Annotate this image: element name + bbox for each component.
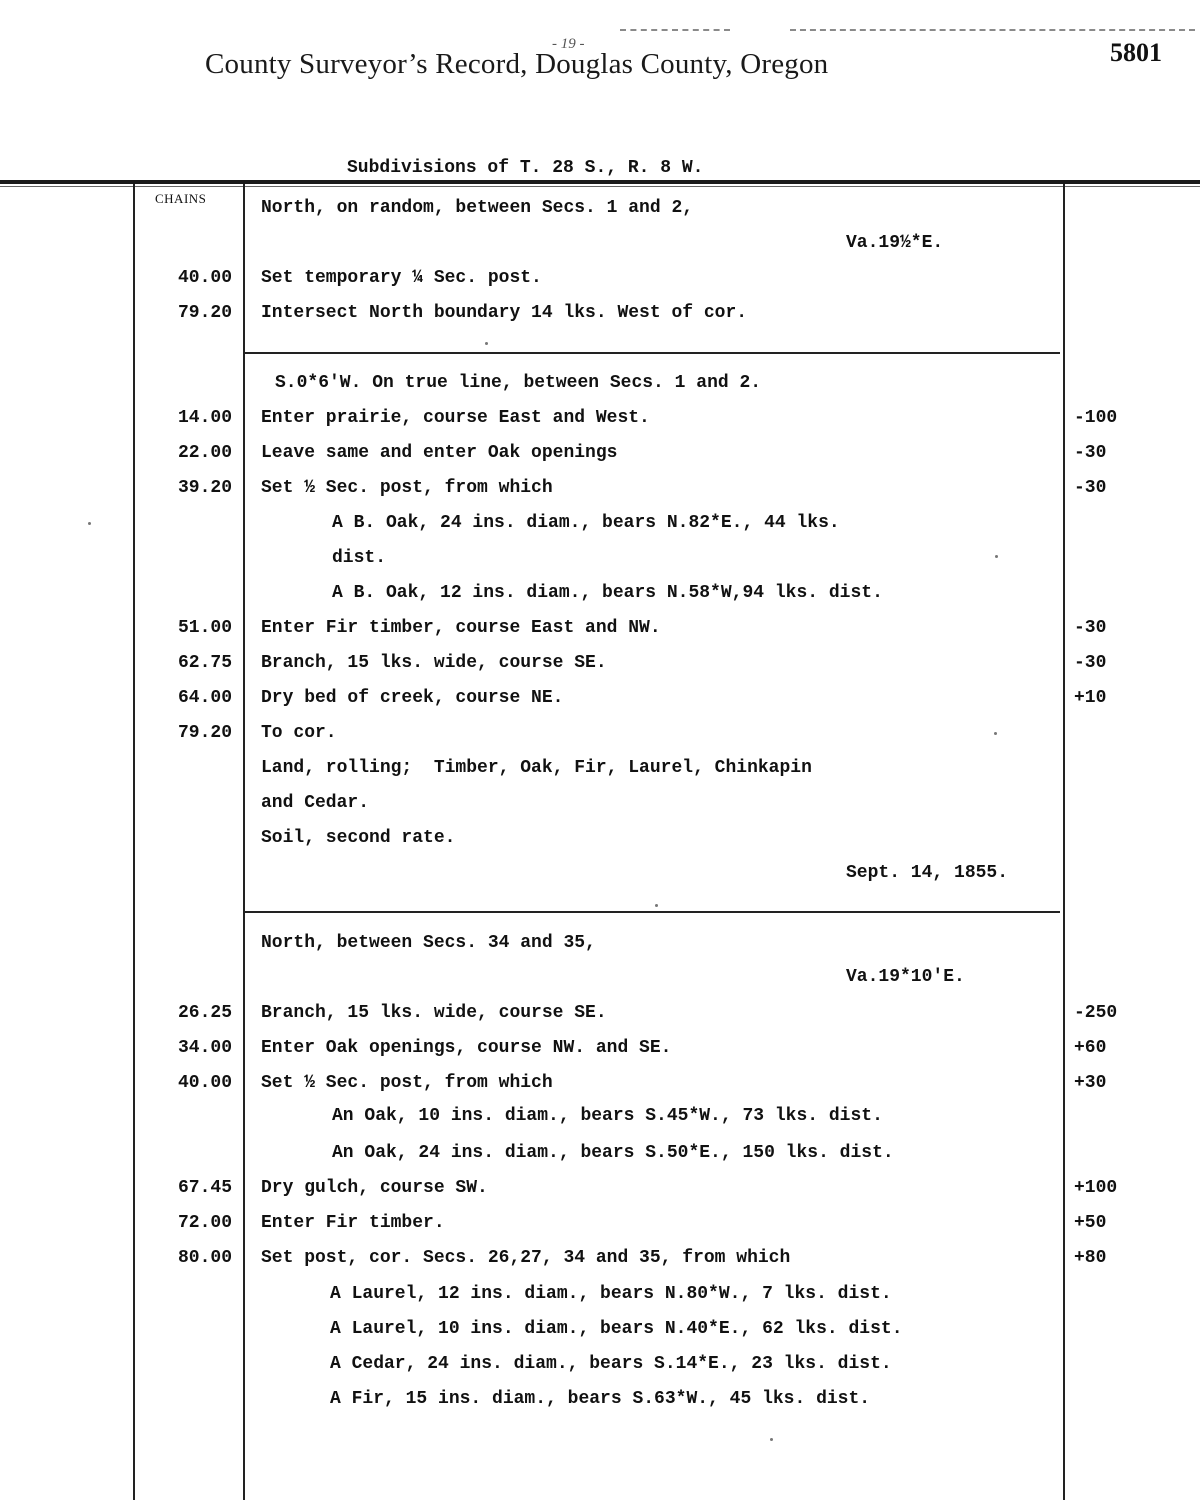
field-note: A Laurel, 12 ins. diam., bears N.80*W., 7 lks. dist. — [330, 1284, 892, 1304]
ledger-row — [0, 1313, 1200, 1348]
chains-value: 80.00 — [177, 1248, 232, 1268]
entry-separator — [244, 352, 1060, 354]
field-note: Enter Fir timber. — [261, 1213, 445, 1233]
township-subtitle: Subdivisions of T. 28 S., R. 8 W. — [347, 158, 704, 178]
chains-column-header: CHAINS — [155, 191, 207, 206]
ledger-row — [0, 297, 1200, 332]
ledger-row — [0, 542, 1200, 577]
elevation-value: +100 — [1074, 1178, 1118, 1198]
ledger-row — [0, 961, 1200, 996]
ledger-row — [0, 437, 1200, 472]
field-note: Set temporary ¼ Sec. post. — [261, 268, 542, 288]
ledger-row — [0, 577, 1200, 612]
ledger-row — [0, 1348, 1200, 1383]
chains-value: 62.75 — [177, 653, 232, 673]
ledger-row — [0, 1100, 1200, 1135]
elevation-value: -30 — [1074, 618, 1107, 638]
ledger-row — [0, 227, 1200, 262]
ledger-row — [0, 857, 1200, 892]
chains-value: 40.00 — [177, 268, 232, 288]
field-note: North, between Secs. 34 and 35, — [261, 933, 596, 953]
chains-value: 40.00 — [177, 1073, 232, 1093]
ledger-row — [0, 1172, 1200, 1207]
ledger-row — [0, 507, 1200, 542]
ledger-row — [0, 1137, 1200, 1172]
field-note: A B. Oak, 24 ins. diam., bears N.82*E., 44 lks. — [332, 513, 840, 533]
ledger-row — [0, 1067, 1200, 1102]
scan-speck — [88, 522, 91, 525]
chains-value: 79.20 — [177, 303, 232, 323]
field-note: Dry bed of creek, course NE. — [261, 688, 564, 708]
chains-value: 39.20 — [177, 478, 232, 498]
field-note: A Cedar, 24 ins. diam., bears S.14*E., 23 lks. dist. — [330, 1354, 892, 1374]
header-rule — [0, 180, 1200, 184]
ledger-row — [0, 367, 1200, 402]
field-note: Intersect North boundary 14 lks. West of cor. — [261, 303, 748, 323]
field-note: A Laurel, 10 ins. diam., bears N.40*E., 62 lks. dist. — [330, 1319, 903, 1339]
field-note: Land, rolling; Timber, Oak, Fir, Laurel, Chinkapin — [261, 758, 812, 778]
chains-value: 14.00 — [177, 408, 232, 428]
scan-mark — [620, 29, 730, 31]
page-title: County Surveyor’s Record, Douglas County, Oregon — [205, 48, 829, 80]
ledger-row — [0, 787, 1200, 822]
field-note: dist. — [332, 548, 387, 568]
ledger-row — [0, 822, 1200, 857]
ledger-row — [0, 1207, 1200, 1242]
chains-value: 67.45 — [177, 1178, 232, 1198]
chains-value: 51.00 — [177, 618, 232, 638]
field-note: Set ½ Sec. post, from which — [261, 1073, 553, 1093]
ledger-row — [0, 1278, 1200, 1313]
header-rule-thin — [0, 186, 1200, 187]
elevation-value: +60 — [1074, 1038, 1107, 1058]
ledger-row — [0, 192, 1200, 227]
page-number: 5801 — [1110, 38, 1162, 67]
chains-value: 79.20 — [177, 723, 232, 743]
chains-value: 22.00 — [177, 443, 232, 463]
ledger-row — [0, 612, 1200, 647]
ledger-row — [0, 1032, 1200, 1067]
elevation-value: -100 — [1074, 408, 1118, 428]
ledger-row — [0, 402, 1200, 437]
field-note: and Cedar. — [261, 793, 370, 813]
entry-separator — [244, 911, 1060, 913]
elevation-value: -250 — [1074, 1003, 1118, 1023]
elevation-value: +10 — [1074, 688, 1107, 708]
ledger-row — [0, 997, 1200, 1032]
field-note: S.0*6'W. On true line, between Secs. 1 and 2. — [275, 373, 762, 393]
ledger-row — [0, 647, 1200, 682]
elevation-value: -30 — [1074, 478, 1107, 498]
field-note: North, on random, between Secs. 1 and 2, — [261, 198, 694, 218]
chains-value: 26.25 — [177, 1003, 232, 1023]
elevation-value: -30 — [1074, 443, 1107, 463]
field-note: A Fir, 15 ins. diam., bears S.63*W., 45 lks. dist. — [330, 1389, 871, 1409]
field-note: Leave same and enter Oak openings — [261, 443, 618, 463]
field-note: Enter Fir timber, course East and NW. — [261, 618, 661, 638]
scan-speck — [770, 1438, 773, 1441]
field-note: Enter Oak openings, course NW. and SE. — [261, 1038, 672, 1058]
elevation-value: +50 — [1074, 1213, 1107, 1233]
scan-speck — [995, 555, 998, 558]
elevation-value: -30 — [1074, 653, 1107, 673]
chains-value: 72.00 — [177, 1213, 232, 1233]
ledger-row — [0, 752, 1200, 787]
ledger-row — [0, 927, 1200, 962]
field-note: Set post, cor. Secs. 26,27, 34 and 35, from which — [261, 1248, 791, 1268]
scan-speck — [994, 732, 997, 735]
field-note: Va.19½*E. — [846, 233, 944, 253]
ledger-row — [0, 472, 1200, 507]
field-note: Soil, second rate. — [261, 828, 456, 848]
field-note: Dry gulch, course SW. — [261, 1178, 488, 1198]
ledger-row — [0, 1383, 1200, 1418]
ledger-row — [0, 1242, 1200, 1277]
ledger-row — [0, 262, 1200, 297]
field-note: Branch, 15 lks. wide, course SE. — [261, 653, 607, 673]
scan-speck — [655, 904, 658, 907]
ledger-row — [0, 682, 1200, 717]
field-note: Branch, 15 lks. wide, course SE. — [261, 1003, 607, 1023]
field-note: An Oak, 24 ins. diam., bears S.50*E., 150 lks. dist. — [332, 1143, 894, 1163]
field-note: Enter prairie, course East and West. — [261, 408, 650, 428]
chains-value: 34.00 — [177, 1038, 232, 1058]
elevation-value: +30 — [1074, 1073, 1107, 1093]
scan-speck — [485, 342, 488, 345]
field-note: A B. Oak, 12 ins. diam., bears N.58*W,94 lks. dist. — [332, 583, 883, 603]
field-note: Set ½ Sec. post, from which — [261, 478, 553, 498]
field-note: To cor. — [261, 723, 337, 743]
field-note: Va.19*10'E. — [846, 967, 965, 987]
field-note: An Oak, 10 ins. diam., bears S.45*W., 73 lks. dist. — [332, 1106, 883, 1126]
scan-mark — [790, 29, 1195, 31]
field-note: Sept. 14, 1855. — [846, 863, 1009, 883]
pencil-note: - 19 - — [552, 36, 585, 52]
elevation-value: +80 — [1074, 1248, 1107, 1268]
chains-value: 64.00 — [177, 688, 232, 708]
ledger-row — [0, 717, 1200, 752]
